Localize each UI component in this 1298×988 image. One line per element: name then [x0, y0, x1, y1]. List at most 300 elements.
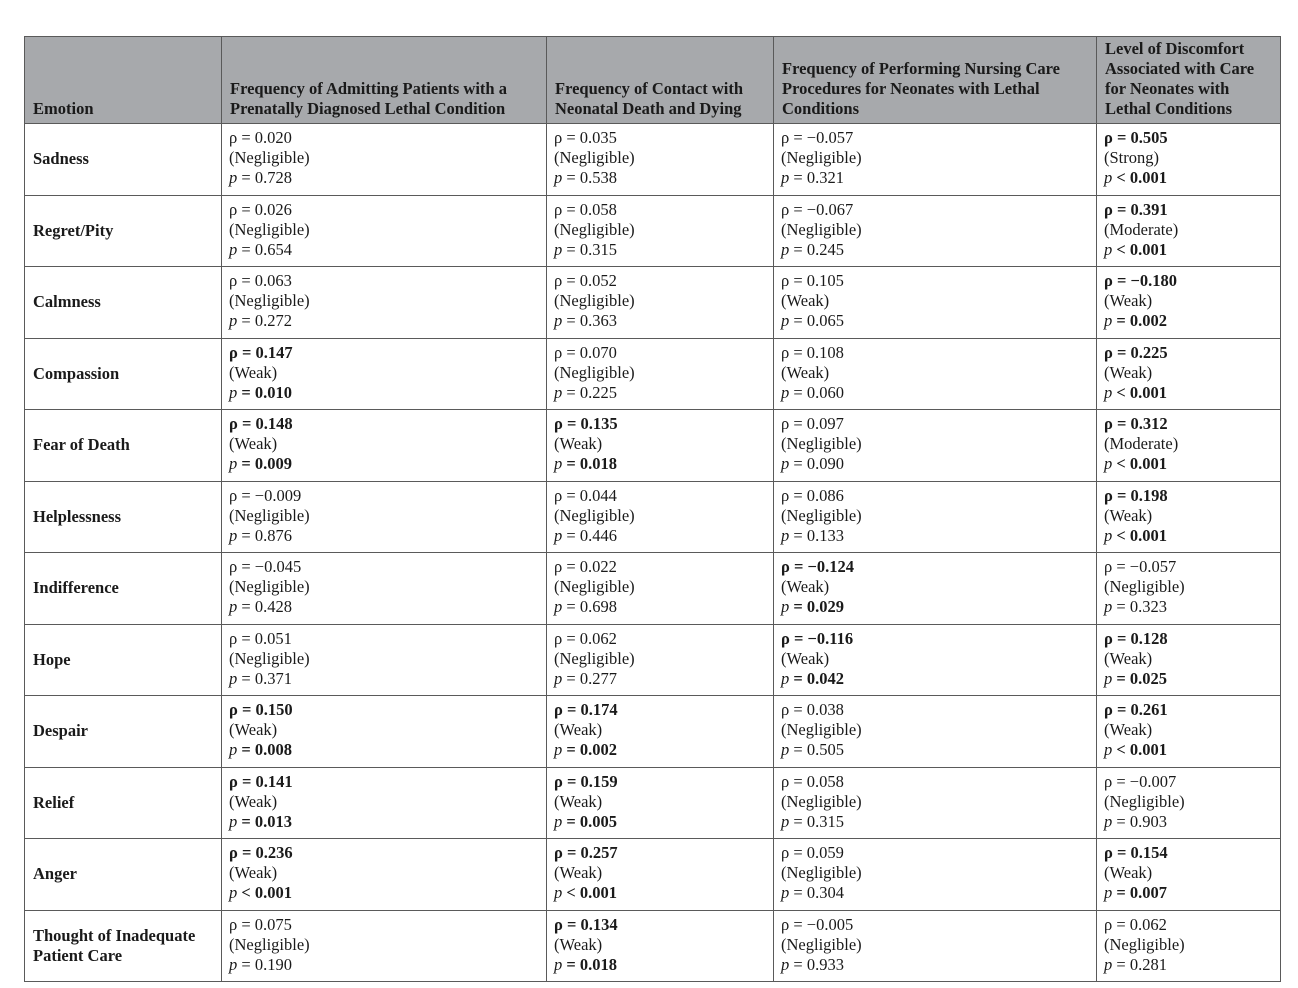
p-value-line — [229, 526, 540, 546]
correlation-cell — [774, 195, 1097, 267]
p-value: 0.446 — [579, 525, 617, 545]
correlation-cell — [1097, 839, 1281, 911]
p-operator: = — [789, 883, 807, 902]
p-value-line — [229, 240, 540, 260]
rho-value: ρ = 0.058 — [781, 771, 844, 791]
strength-label: (Strong) — [1104, 148, 1159, 167]
correlation-cell — [547, 767, 774, 839]
p-value: 0.903 — [1129, 811, 1167, 831]
p-value: 0.042 — [806, 668, 845, 688]
p-operator: = — [562, 740, 580, 759]
p-value-line — [554, 168, 767, 188]
p-value-line — [1104, 740, 1274, 760]
strength-label: (Weak) — [229, 434, 278, 453]
correlation-cell — [1097, 267, 1281, 339]
correlation-cell — [774, 553, 1097, 625]
rho-value: ρ = 0.022 — [554, 557, 617, 576]
table-row — [25, 338, 1281, 410]
correlation-cell — [1097, 195, 1281, 267]
strength-label: (Moderate) — [1104, 434, 1179, 453]
p-operator: = — [1112, 954, 1130, 974]
p-value: 0.025 — [1129, 668, 1168, 688]
p-operator: = — [789, 740, 807, 759]
p-value: 0.363 — [579, 311, 617, 330]
p-operator: = — [1112, 811, 1130, 831]
p-symbol: p — [1104, 811, 1113, 831]
p-operator: = — [562, 811, 580, 831]
p-symbol: p — [1104, 883, 1113, 902]
p-operator: = — [1112, 883, 1130, 902]
strength-label: (Negligible) — [1104, 934, 1185, 954]
p-value-line — [554, 669, 767, 689]
p-value-line — [554, 740, 767, 760]
p-symbol: p — [554, 668, 563, 688]
strength-label: (Weak) — [554, 720, 603, 739]
emotion-cell: Regret/Pity — [25, 195, 222, 267]
p-value-line — [781, 812, 1090, 832]
correlation-table — [24, 36, 1281, 982]
rho-value: ρ = 0.062 — [554, 628, 617, 648]
p-symbol: p — [1104, 239, 1113, 259]
p-symbol: p — [781, 382, 790, 402]
p-operator: = — [789, 597, 807, 616]
p-symbol: p — [1104, 597, 1113, 616]
header-discomfort-level: Level of Discomfort Associated with Care for Neonates with Lethal Conditions — [1097, 37, 1281, 124]
strength-label: (Moderate) — [1104, 219, 1179, 239]
emotion-cell: Calmness — [25, 267, 222, 339]
strength-label: (Negligible) — [229, 505, 310, 525]
rho-value: ρ = 0.261 — [1104, 700, 1168, 719]
p-symbol: p — [554, 311, 563, 330]
p-symbol: p — [781, 668, 790, 688]
p-value: 0.190 — [254, 954, 292, 974]
p-value: 0.001 — [1129, 740, 1168, 759]
p-symbol: p — [554, 168, 563, 187]
strength-label: (Negligible) — [554, 577, 635, 596]
p-symbol: p — [781, 168, 790, 187]
table-row — [25, 481, 1281, 553]
strength-label: (Weak) — [554, 791, 603, 811]
header-contact-with-death: Frequency of Contact with Neonatal Death and Dying — [547, 37, 774, 124]
strength-label: (Weak) — [554, 863, 603, 882]
p-operator: < — [1112, 740, 1130, 759]
p-value: 0.272 — [254, 311, 292, 330]
strength-label: (Negligible) — [554, 648, 635, 668]
p-value-line — [554, 526, 767, 546]
rho-value: ρ = 0.128 — [1104, 628, 1168, 648]
correlation-cell — [222, 195, 547, 267]
p-symbol: p — [229, 525, 238, 545]
p-operator: = — [237, 740, 255, 759]
emotion-cell: Fear of Death — [25, 410, 222, 482]
p-operator: = — [789, 454, 807, 473]
correlation-cell — [222, 553, 547, 625]
p-operator: < — [1112, 239, 1130, 259]
correlation-cell — [222, 624, 547, 696]
strength-label: (Negligible) — [1104, 577, 1185, 596]
rho-value: ρ = 0.141 — [229, 771, 293, 791]
p-symbol: p — [554, 239, 563, 259]
p-symbol: p — [781, 883, 790, 902]
strength-label: (Weak) — [1104, 863, 1153, 882]
p-symbol: p — [229, 168, 238, 187]
p-value: 0.315 — [806, 811, 844, 831]
correlation-cell — [774, 267, 1097, 339]
p-value-line — [554, 240, 767, 260]
p-symbol: p — [554, 597, 563, 616]
table-header — [25, 37, 1281, 124]
rho-value: ρ = −0.057 — [1104, 557, 1177, 576]
p-symbol: p — [1104, 668, 1113, 688]
rho-value: ρ = 0.105 — [781, 271, 844, 290]
p-value-line — [229, 597, 540, 617]
correlation-cell — [547, 267, 774, 339]
p-value-line — [781, 669, 1090, 689]
p-operator: = — [237, 668, 255, 688]
p-value-line — [554, 383, 767, 403]
p-symbol: p — [1104, 954, 1113, 974]
p-symbol: p — [781, 311, 790, 330]
rho-value: ρ = −0.116 — [781, 628, 854, 648]
strength-label: (Negligible) — [781, 720, 862, 739]
correlation-cell — [774, 624, 1097, 696]
p-value-line — [1104, 597, 1274, 617]
p-value: 0.225 — [579, 382, 617, 402]
p-symbol: p — [229, 883, 238, 902]
p-value-line — [1104, 812, 1274, 832]
p-value: 0.698 — [579, 597, 617, 616]
p-value: 0.304 — [806, 883, 844, 902]
p-value-line — [1104, 240, 1274, 260]
emotion-cell: Compassion — [25, 338, 222, 410]
p-operator: = — [789, 811, 807, 831]
rho-value: ρ = 0.312 — [1104, 414, 1168, 433]
correlation-cell — [1097, 124, 1281, 196]
table-row — [25, 410, 1281, 482]
p-value-line — [229, 311, 540, 331]
strength-label: (Weak) — [1104, 362, 1153, 382]
p-operator: = — [237, 454, 255, 473]
strength-label: (Negligible) — [554, 291, 635, 310]
strength-label: (Negligible) — [781, 148, 862, 167]
p-operator: = — [789, 668, 807, 688]
correlation-cell — [1097, 767, 1281, 839]
p-operator: = — [562, 597, 580, 616]
p-value-line — [781, 955, 1090, 975]
p-operator: = — [789, 954, 807, 974]
p-symbol: p — [1104, 382, 1113, 402]
correlation-cell — [547, 338, 774, 410]
table-row — [25, 553, 1281, 625]
rho-value: ρ = 0.020 — [229, 128, 292, 147]
p-value: 0.001 — [1129, 239, 1168, 259]
strength-label: (Negligible) — [781, 791, 862, 811]
strength-label: (Weak) — [781, 577, 830, 596]
p-value: 0.002 — [579, 740, 618, 759]
p-value: 0.933 — [806, 954, 844, 974]
strength-label: (Negligible) — [554, 362, 635, 382]
correlation-cell — [1097, 696, 1281, 768]
strength-label: (Weak) — [781, 291, 830, 310]
p-symbol: p — [554, 740, 563, 759]
correlation-cell — [547, 124, 774, 196]
table-body — [25, 124, 1281, 982]
p-operator: < — [237, 883, 255, 902]
emotion-cell: Thought of Inadequate Patient Care — [25, 910, 222, 982]
rho-value: ρ = 0.391 — [1104, 199, 1168, 219]
correlation-cell — [222, 696, 547, 768]
table-row — [25, 839, 1281, 911]
p-value-line — [229, 955, 540, 975]
rho-value: ρ = 0.086 — [781, 485, 844, 505]
header-row — [25, 37, 1281, 124]
emotion-cell: Anger — [25, 839, 222, 911]
p-value: 0.001 — [254, 883, 293, 902]
p-value: 0.001 — [1129, 454, 1168, 473]
rho-value: ρ = −0.057 — [781, 128, 854, 147]
p-value-line — [781, 454, 1090, 474]
p-value-line — [781, 311, 1090, 331]
p-symbol: p — [1104, 454, 1113, 473]
p-value-line — [1104, 526, 1274, 546]
correlation-cell — [1097, 410, 1281, 482]
rho-value: ρ = 0.052 — [554, 271, 617, 290]
correlation-cell — [222, 481, 547, 553]
p-symbol: p — [229, 239, 238, 259]
p-value-line — [229, 740, 540, 760]
p-value-line — [554, 812, 767, 832]
p-value: 0.133 — [806, 525, 844, 545]
rho-value: ρ = 0.062 — [1104, 914, 1167, 934]
p-symbol: p — [1104, 525, 1113, 545]
p-value-line — [229, 454, 540, 474]
p-value-line — [1104, 669, 1274, 689]
p-value-line — [1104, 955, 1274, 975]
correlation-cell — [774, 767, 1097, 839]
p-symbol: p — [781, 239, 790, 259]
p-value-line — [229, 383, 540, 403]
p-value-line — [781, 383, 1090, 403]
p-symbol: p — [781, 454, 790, 473]
p-value: 0.001 — [579, 883, 618, 902]
p-symbol: p — [554, 382, 563, 402]
p-operator: < — [1112, 382, 1130, 402]
table-row — [25, 696, 1281, 768]
p-operator: = — [237, 168, 255, 187]
p-symbol: p — [229, 597, 238, 616]
strength-label: (Negligible) — [781, 505, 862, 525]
p-value: 0.060 — [806, 382, 844, 402]
rho-value: ρ = 0.108 — [781, 342, 844, 362]
p-value-line — [229, 883, 540, 903]
strength-label: (Weak) — [1104, 648, 1153, 668]
p-operator: = — [237, 239, 255, 259]
p-value: 0.001 — [1129, 382, 1168, 402]
p-value: 0.428 — [254, 597, 292, 616]
strength-label: (Weak) — [1104, 291, 1153, 310]
p-symbol: p — [229, 668, 238, 688]
correlation-cell — [774, 481, 1097, 553]
table-row — [25, 124, 1281, 196]
strength-label: (Negligible) — [554, 505, 635, 525]
p-value-line — [1104, 883, 1274, 903]
p-symbol: p — [554, 525, 563, 545]
strength-label: (Weak) — [229, 791, 278, 811]
rho-value: ρ = −0.045 — [229, 557, 302, 576]
rho-value: ρ = −0.009 — [229, 485, 302, 505]
p-value-line — [781, 240, 1090, 260]
strength-label: (Weak) — [554, 934, 603, 954]
rho-value: ρ = 0.159 — [554, 771, 618, 791]
strength-label: (Negligible) — [781, 863, 862, 882]
correlation-cell — [774, 338, 1097, 410]
p-operator: = — [237, 597, 255, 616]
p-value-line — [781, 168, 1090, 188]
rho-value: ρ = 0.148 — [229, 414, 293, 433]
correlation-cell — [1097, 553, 1281, 625]
p-operator: < — [1112, 168, 1130, 187]
rho-value: ρ = 0.505 — [1104, 128, 1168, 147]
rho-value: ρ = 0.063 — [229, 271, 292, 290]
p-value-line — [781, 597, 1090, 617]
table-row — [25, 624, 1281, 696]
emotion-cell: Relief — [25, 767, 222, 839]
correlation-cell — [774, 910, 1097, 982]
correlation-cell — [1097, 481, 1281, 553]
p-value: 0.002 — [1129, 311, 1168, 330]
header-nursing-procedures: Frequency of Performing Nursing Care Procedures for Neonates with Lethal Conditions — [774, 37, 1097, 124]
strength-label: (Weak) — [781, 362, 830, 382]
p-symbol: p — [1104, 168, 1113, 187]
p-value: 0.007 — [1129, 883, 1168, 902]
p-value: 0.001 — [1129, 168, 1168, 187]
p-symbol: p — [554, 883, 563, 902]
p-operator: = — [562, 168, 580, 187]
strength-label: (Weak) — [229, 863, 278, 882]
rho-value: ρ = 0.150 — [229, 700, 293, 719]
strength-label: (Negligible) — [1104, 791, 1185, 811]
p-operator: = — [562, 525, 580, 545]
p-symbol: p — [229, 811, 238, 831]
rho-value: ρ = 0.051 — [229, 628, 292, 648]
strength-label: (Weak) — [229, 720, 278, 739]
correlation-cell — [1097, 338, 1281, 410]
p-value: 0.029 — [806, 597, 845, 616]
correlation-cell — [547, 839, 774, 911]
p-operator: = — [237, 954, 255, 974]
p-value-line — [781, 740, 1090, 760]
p-symbol: p — [781, 740, 790, 759]
strength-label: (Negligible) — [781, 219, 862, 239]
p-value-line — [554, 955, 767, 975]
emotion-cell: Helplessness — [25, 481, 222, 553]
rho-value: ρ = −0.124 — [781, 557, 855, 576]
p-value-line — [781, 883, 1090, 903]
p-value-line — [1104, 168, 1274, 188]
p-value-line — [554, 597, 767, 617]
emotion-cell: Hope — [25, 624, 222, 696]
p-value: 0.090 — [806, 454, 844, 473]
strength-label: (Weak) — [229, 362, 278, 382]
p-operator: = — [789, 525, 807, 545]
correlation-cell — [1097, 624, 1281, 696]
p-value: 0.505 — [806, 740, 844, 759]
p-value-line — [229, 812, 540, 832]
p-value: 0.281 — [1129, 954, 1167, 974]
p-value-line — [554, 454, 767, 474]
p-value: 0.008 — [254, 740, 293, 759]
strength-label: (Negligible) — [229, 648, 310, 668]
correlation-cell — [774, 124, 1097, 196]
p-symbol: p — [1104, 311, 1113, 330]
strength-label: (Negligible) — [229, 148, 310, 167]
correlation-cell — [547, 910, 774, 982]
p-operator: = — [1112, 311, 1130, 330]
p-symbol: p — [229, 382, 238, 402]
strength-label: (Negligible) — [781, 934, 862, 954]
strength-label: (Weak) — [781, 648, 830, 668]
emotion-cell: Sadness — [25, 124, 222, 196]
p-value-line — [554, 883, 767, 903]
p-operator: = — [1112, 597, 1130, 616]
p-value-line — [1104, 454, 1274, 474]
p-operator: = — [237, 525, 255, 545]
strength-label: (Weak) — [1104, 720, 1153, 739]
p-operator: = — [237, 311, 255, 330]
p-value: 0.009 — [254, 454, 293, 473]
p-value: 0.876 — [254, 525, 292, 545]
rho-value: ρ = 0.225 — [1104, 342, 1168, 362]
p-value: 0.654 — [254, 239, 292, 259]
p-value-line — [229, 168, 540, 188]
correlation-cell — [222, 910, 547, 982]
rho-value: ρ = 0.044 — [554, 485, 617, 505]
p-value: 0.018 — [579, 454, 618, 473]
correlation-cell — [547, 696, 774, 768]
header-admitting-patients: Frequency of Admitting Patients with a Prenatally Diagnosed Lethal Condition — [222, 37, 547, 124]
correlation-cell — [222, 767, 547, 839]
rho-value: ρ = 0.097 — [781, 414, 844, 433]
rho-value: ρ = 0.135 — [554, 414, 618, 433]
correlation-cell — [547, 481, 774, 553]
rho-value: ρ = 0.059 — [781, 843, 844, 862]
correlation-cell — [547, 195, 774, 267]
p-symbol: p — [554, 954, 563, 974]
table-row — [25, 767, 1281, 839]
correlation-cell — [547, 553, 774, 625]
p-value: 0.315 — [579, 239, 617, 259]
rho-value: ρ = 0.075 — [229, 914, 292, 934]
rho-value: ρ = −0.005 — [781, 914, 854, 934]
rho-value: ρ = 0.134 — [554, 914, 618, 934]
rho-value: ρ = 0.070 — [554, 342, 617, 362]
correlation-cell — [1097, 910, 1281, 982]
p-value-line — [781, 526, 1090, 546]
p-operator: = — [562, 668, 580, 688]
strength-label: (Negligible) — [229, 291, 310, 310]
correlation-cell — [222, 839, 547, 911]
p-symbol: p — [554, 454, 563, 473]
p-symbol: p — [781, 597, 790, 616]
rho-value: ρ = 0.038 — [781, 700, 844, 719]
p-value: 0.018 — [579, 954, 618, 974]
correlation-cell — [222, 267, 547, 339]
p-operator: = — [562, 239, 580, 259]
p-value: 0.013 — [254, 811, 293, 831]
rho-value: ρ = 0.154 — [1104, 843, 1168, 862]
correlation-cell — [774, 410, 1097, 482]
p-operator: = — [562, 382, 580, 402]
